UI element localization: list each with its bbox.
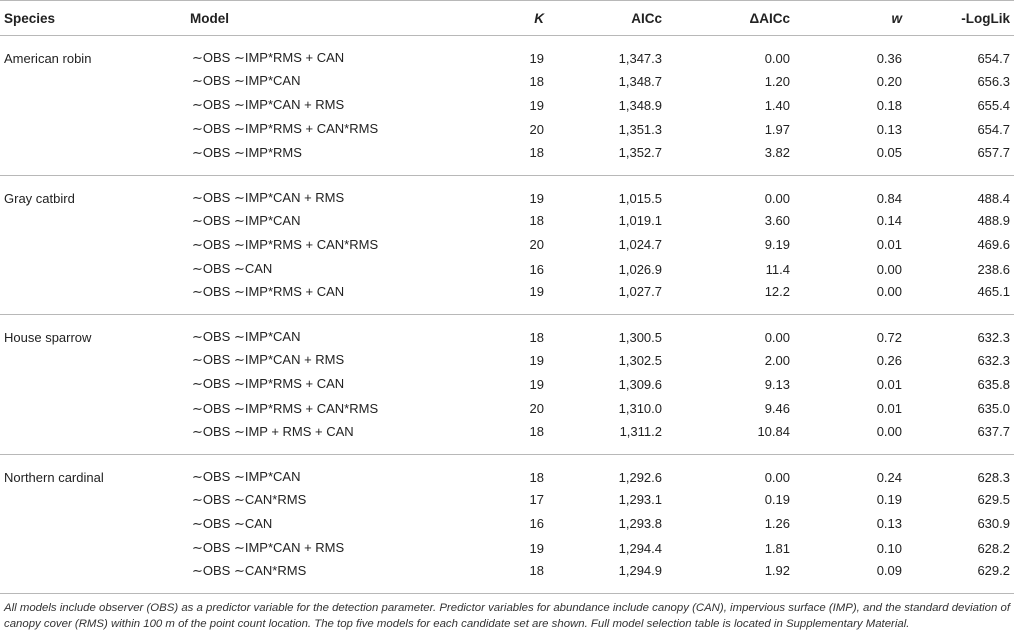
cell-loglik: 637.7 (977, 423, 1010, 439)
cell-aicc: 1,026.9 (618, 261, 662, 277)
cell-model: ∼OBS ∼CAN (192, 515, 273, 531)
cell-delta-aicc: 1.20 (764, 73, 790, 89)
cell-loglik: 657.7 (977, 144, 1010, 160)
cell-loglik: 628.2 (977, 540, 1010, 556)
cell-delta-aicc: 1.81 (764, 540, 790, 556)
cell-delta-aicc: 11.4 (765, 261, 790, 277)
cell-species (0, 69, 190, 93)
cell-weight: 0.00 (876, 284, 902, 300)
table-row (0, 348, 1014, 372)
header-delta-aicc: ΔAICc (662, 1, 790, 36)
cell-model: ∼OBS ∼IMP*CAN + RMS (192, 352, 345, 368)
cell-weight: 0.01 (876, 376, 902, 392)
cell-loglik: 630.9 (977, 516, 1010, 532)
cell-weight: 0.20 (876, 73, 902, 89)
cell-species: American robin (4, 51, 92, 66)
header-loglik: -LogLik (902, 1, 1014, 36)
table-row (0, 454, 1014, 488)
cell-k: 19 (529, 376, 544, 392)
cell-delta-aicc: 0.00 (662, 454, 790, 488)
cell-delta-aicc: 9.46 (764, 401, 790, 417)
cell-species: House sparrow (0, 315, 190, 349)
cell-loglik: 628.3 (902, 454, 1014, 488)
cell-aicc: 1,294.4 (618, 540, 662, 556)
cell-weight: 0.01 (876, 401, 902, 417)
table-row (0, 142, 1014, 176)
table-row (0, 281, 1014, 315)
cell-aicc: 1,352.7 (618, 144, 662, 160)
cell-model: ∼OBS ∼CAN*RMS (192, 563, 307, 579)
cell-species (0, 372, 190, 396)
header-k: K (452, 1, 544, 36)
header-aicc: AICc (544, 1, 662, 36)
cell-model: ∼OBS ∼IMP*CAN + RMS (192, 540, 345, 556)
cell-species (0, 117, 190, 141)
cell-species (0, 560, 190, 593)
cell-k: 19 (529, 352, 544, 368)
table-row (0, 421, 1014, 455)
cell-k: 16 (529, 516, 544, 532)
cell-delta-aicc: 0.00 (662, 315, 790, 349)
cell-model: ∼OBS ∼IMP + RMS + CAN (192, 423, 354, 439)
cell-species (0, 142, 190, 176)
table-row (0, 69, 1014, 93)
cell-loglik: 655.4 (977, 97, 1010, 113)
cell-weight: 0.13 (876, 516, 902, 532)
cell-k: 18 (529, 423, 544, 439)
cell-aicc: 1,348.9 (618, 97, 662, 113)
cell-loglik: 488.9 (977, 213, 1010, 229)
cell-loglik: 629.5 (977, 492, 1010, 508)
cell-loglik: 629.2 (977, 563, 1010, 579)
cell-model: ∼OBS ∼IMP*RMS + CAN*RMS (192, 236, 379, 252)
cell-delta-aicc: 10.84 (757, 423, 790, 439)
cell-model: ∼OBS ∼IMP*CAN (192, 212, 301, 228)
cell-aicc: 1,293.8 (618, 516, 662, 532)
cell-loglik: 488.4 (902, 175, 1014, 209)
header-model: Model (190, 1, 452, 36)
cell-k: 20 (529, 237, 544, 253)
cell-weight: 0.14 (876, 213, 902, 229)
cell-aicc: 1,351.3 (618, 121, 662, 137)
cell-k: 16 (529, 261, 544, 277)
cell-delta-aicc: 9.19 (764, 237, 790, 253)
cell-k: 19 (452, 175, 544, 209)
table-row (0, 175, 1014, 209)
cell-aicc: 1,310.0 (618, 401, 662, 417)
cell-k: 20 (529, 121, 544, 137)
cell-model: ∼OBS ∼IMP*CAN + RMS (190, 175, 452, 209)
cell-weight: 0.36 (876, 51, 902, 66)
cell-delta-aicc: 2.00 (764, 352, 790, 368)
cell-weight: 0.05 (876, 144, 902, 160)
cell-k: 19 (529, 51, 544, 66)
cell-model: ∼OBS ∼IMP*RMS + CAN*RMS (192, 400, 379, 416)
cell-species: Gray catbird (0, 175, 190, 209)
cell-k: 18 (452, 315, 544, 349)
cell-aicc: 1,292.6 (544, 454, 662, 488)
cell-weight: 0.01 (876, 237, 902, 253)
cell-species (0, 281, 190, 315)
cell-weight: 0.84 (790, 175, 902, 209)
cell-aicc: 1,309.6 (618, 376, 662, 392)
cell-loglik: 656.3 (977, 73, 1010, 89)
cell-aicc: 1,027.7 (618, 284, 662, 300)
cell-loglik: 632.3 (977, 352, 1010, 368)
cell-k: 18 (529, 563, 544, 579)
cell-aicc: 1,015.5 (544, 175, 662, 209)
cell-weight: 0.00 (876, 261, 902, 277)
cell-species (0, 348, 190, 372)
header-species: Species (0, 1, 190, 36)
species-group (0, 36, 1014, 176)
table-row (0, 372, 1014, 396)
cell-delta-aicc: 12.2 (764, 284, 790, 300)
table-row (0, 233, 1014, 257)
species-group (0, 454, 1014, 593)
cell-k: 19 (529, 284, 544, 300)
cell-model: ∼OBS ∼IMP*RMS + CAN*RMS (192, 121, 379, 137)
cell-model: ∼OBS ∼IMP*RMS + CAN (192, 50, 345, 65)
table-row (0, 397, 1014, 421)
table-row (0, 536, 1014, 560)
cell-species (0, 536, 190, 560)
cell-loglik: 469.6 (977, 237, 1010, 253)
cell-loglik: 465.1 (977, 284, 1010, 300)
cell-delta-aicc: 1.97 (764, 121, 790, 137)
cell-loglik: 632.3 (902, 315, 1014, 349)
cell-weight: 0.24 (790, 454, 902, 488)
cell-species (0, 233, 190, 257)
table-row (0, 512, 1014, 536)
cell-aicc: 1,024.7 (618, 237, 662, 253)
cell-aicc: 1,347.3 (618, 51, 662, 66)
cell-model: ∼OBS ∼CAN*RMS (192, 491, 307, 507)
table-row (0, 117, 1014, 141)
cell-species (0, 257, 190, 281)
cell-species (0, 512, 190, 536)
cell-species (0, 421, 190, 455)
cell-model: ∼OBS ∼IMP*RMS + CAN (192, 284, 345, 300)
cell-delta-aicc: 0.19 (764, 492, 790, 508)
table-row (0, 257, 1014, 281)
table-row (0, 488, 1014, 512)
cell-weight: 0.09 (876, 563, 902, 579)
cell-k: 18 (529, 73, 544, 89)
cell-model: ∼OBS ∼CAN (192, 261, 273, 277)
cell-delta-aicc: 0.00 (764, 51, 790, 66)
cell-k: 19 (529, 97, 544, 113)
cell-delta-aicc: 1.92 (764, 563, 790, 579)
table-row (0, 93, 1014, 117)
species-group (0, 315, 1014, 455)
cell-model: ∼OBS ∼IMP*RMS + CAN (192, 376, 345, 392)
cell-model: ∼OBS ∼IMP*RMS (192, 144, 302, 160)
cell-k: 18 (529, 144, 544, 160)
cell-k: 20 (529, 401, 544, 417)
cell-delta-aicc: 9.13 (764, 376, 790, 392)
cell-weight: 0.13 (876, 121, 902, 137)
cell-loglik: 654.7 (977, 51, 1010, 66)
cell-weight: 0.00 (876, 423, 902, 439)
cell-weight: 0.26 (876, 352, 902, 368)
cell-delta-aicc: 1.40 (764, 97, 790, 113)
cell-weight: 0.19 (876, 492, 902, 508)
cell-model: ∼OBS ∼IMP*CAN (190, 315, 452, 349)
cell-weight: 0.18 (876, 97, 902, 113)
table-footnote: All models include observer (OBS) as a predictor variable for the detection parameter. Predictor variables for abundance include canopy (CAN), impervious surface (IMP), and the standard deviation of canopy cover (RMS) within 100 m of the point count location. The top five models for each candidate set are shown. Full model selection table is located in Supplementary Material. (4, 602, 1010, 631)
cell-loglik: 654.7 (977, 121, 1010, 137)
cell-model: ∼OBS ∼IMP*CAN (190, 454, 452, 488)
cell-aicc: 1,019.1 (618, 213, 662, 229)
cell-delta-aicc: 3.60 (764, 213, 790, 229)
cell-k: 18 (452, 454, 544, 488)
table-row (0, 315, 1014, 349)
cell-weight: 0.10 (876, 540, 902, 556)
cell-aicc: 1,311.2 (619, 423, 662, 439)
cell-k: 17 (529, 492, 544, 508)
cell-species (0, 93, 190, 117)
cell-species: Northern cardinal (0, 454, 190, 488)
cell-weight: 0.72 (790, 315, 902, 349)
cell-loglik: 238.6 (977, 261, 1010, 277)
cell-k: 18 (529, 213, 544, 229)
cell-species (0, 488, 190, 512)
cell-aicc: 1,348.7 (618, 73, 662, 89)
cell-aicc: 1,302.5 (618, 352, 662, 368)
cell-model: ∼OBS ∼IMP*CAN + RMS (192, 97, 345, 113)
cell-delta-aicc: 1.26 (764, 516, 790, 532)
species-group (0, 175, 1014, 315)
cell-delta-aicc: 3.82 (764, 144, 790, 160)
cell-delta-aicc: 0.00 (662, 175, 790, 209)
cell-aicc: 1,300.5 (544, 315, 662, 349)
table-row (0, 36, 1014, 70)
cell-k: 19 (529, 540, 544, 556)
cell-aicc: 1,293.1 (618, 492, 662, 508)
header-weight: w (790, 1, 902, 36)
cell-species (0, 397, 190, 421)
cell-model: ∼OBS ∼IMP*CAN (192, 73, 301, 89)
cell-species (0, 209, 190, 233)
header-row (0, 1, 1014, 36)
table-row (0, 209, 1014, 233)
cell-aicc: 1,294.9 (618, 563, 662, 579)
cell-loglik: 635.8 (977, 376, 1010, 392)
table-row (0, 560, 1014, 593)
cell-loglik: 635.0 (977, 401, 1010, 417)
